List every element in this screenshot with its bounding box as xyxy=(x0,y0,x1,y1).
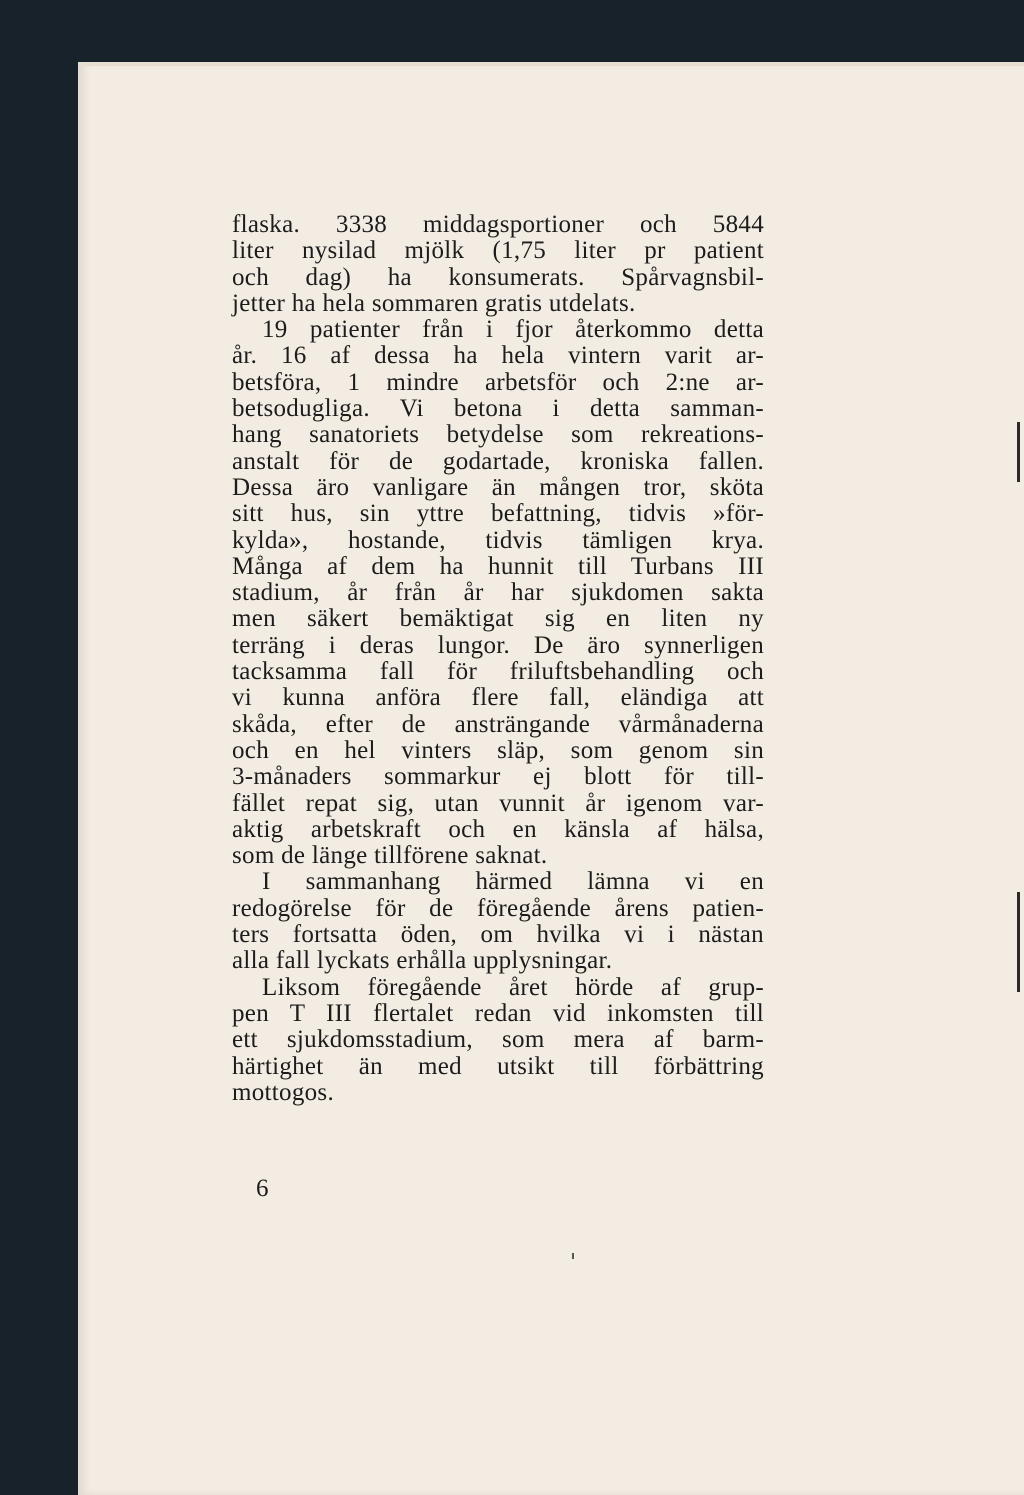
text-line: mottogos. xyxy=(232,1078,335,1106)
text-line: jetter ha hela sommaren gratis utdelats. xyxy=(232,289,636,317)
text-line: som de länge tillförene saknat. xyxy=(232,842,548,870)
body-text xyxy=(232,212,764,1106)
text-line: liter nysilad mjölk (1,75 liter pr patient xyxy=(232,237,764,265)
text-line: pen T III flertalet redan vid inkomsten till xyxy=(232,999,764,1027)
text-line: betsodugliga. Vi betona i detta samman- xyxy=(232,395,764,423)
text-line: Många af dem ha hunnit till Turbans III xyxy=(232,552,764,580)
text-line: anstalt för de godartade, kroniska fallen. xyxy=(232,447,764,475)
page-number: 6 xyxy=(256,1175,269,1202)
text-line: I sammanhang härmed lämna vi en xyxy=(262,868,764,896)
text-line: fället repat sig, utan vunnit år igenom var- xyxy=(232,789,764,817)
text-line: aktig arbetskraft och en känsla af hälsa, xyxy=(232,815,764,843)
text-line: betsföra, 1 mindre arbetsför och 2:ne ar- xyxy=(232,368,764,396)
text-line: 19 patienter från i fjor återkommo detta xyxy=(262,316,764,344)
text-line: flaska. 3338 middagsportioner och 5844 xyxy=(232,211,764,238)
text-line: vi kunna anföra flere fall, eländiga att xyxy=(232,684,764,712)
text-line: hang sanatoriets betydelse som rekreations- xyxy=(232,421,764,449)
text-line: ett sjukdomsstadium, som mera af barm- xyxy=(232,1026,764,1054)
text-line: men säkert bemäktigat sig en liten ny xyxy=(232,605,764,633)
text-line: och en hel vinters släp, som genom sin xyxy=(232,736,764,764)
text-line: alla fall lyckats erhålla upplysningar. xyxy=(232,947,613,975)
text-line: Liksom föregående året hörde af grup- xyxy=(262,973,764,1001)
binding-mark xyxy=(1017,892,1020,992)
binding-mark xyxy=(1017,422,1020,482)
text-line: 3-månaders sommarkur ej blott för till- xyxy=(232,763,764,791)
text-line: år. 16 af dessa ha hela vintern varit ar- xyxy=(232,342,764,370)
text-line: kylda», hostande, tidvis tämligen krya. xyxy=(232,526,764,554)
text-line: redogörelse för de föregående årens patien- xyxy=(232,894,764,922)
text-line: tacksamma fall för friluftsbehandling och xyxy=(232,658,764,686)
text-line: terräng i deras lungor. De äro synnerligen xyxy=(232,631,764,659)
text-line: sitt hus, sin yttre befattning, tidvis »för- xyxy=(232,500,764,528)
text-line: ters fortsatta öden, om hvilka vi i nästan xyxy=(232,921,764,949)
page-top-edge xyxy=(78,62,1024,66)
ink-speck xyxy=(572,1253,574,1259)
text-line: Dessa äro vanligare än mången tror, sköta xyxy=(232,473,764,501)
text-line: stadium, år från år har sjukdomen sakta xyxy=(232,579,764,607)
text-line: härtighet än med utsikt till förbättring xyxy=(232,1052,764,1080)
text-line: skåda, efter de ansträngande vårmånaderna xyxy=(232,710,764,738)
text-line: och dag) ha konsumerats. Spårvagnsbil- xyxy=(232,263,764,291)
